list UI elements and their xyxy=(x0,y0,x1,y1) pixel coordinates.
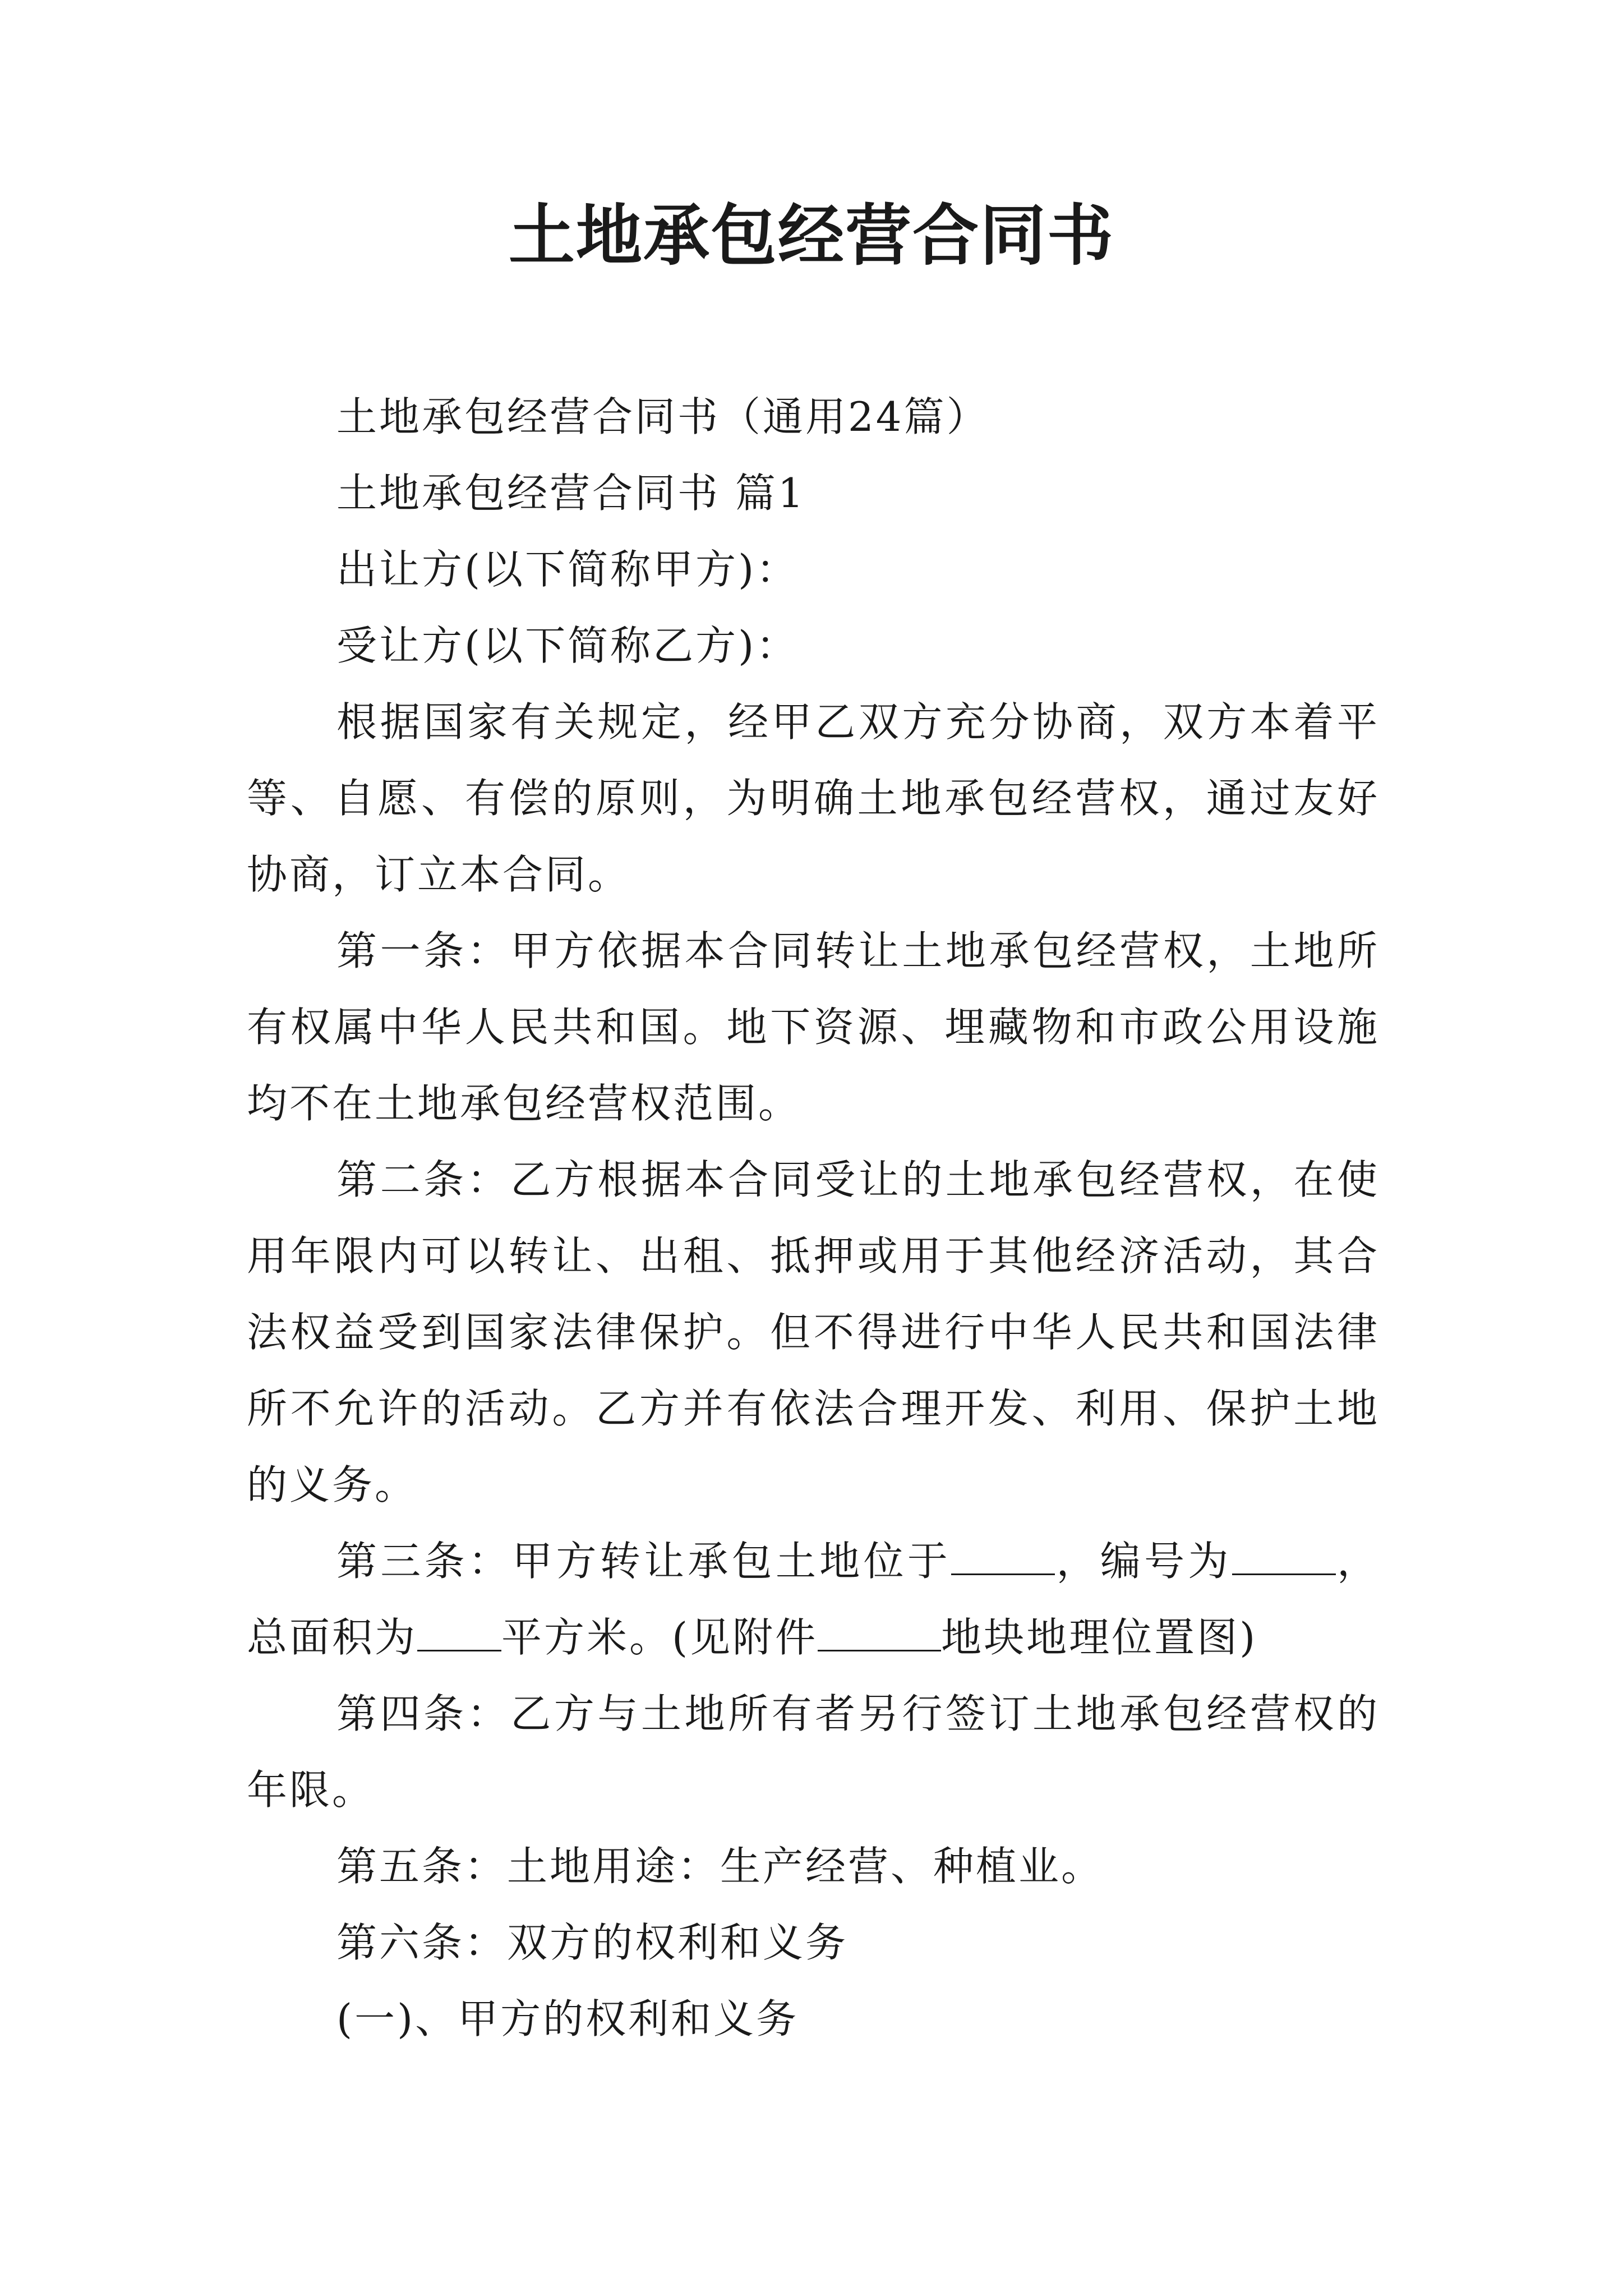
paragraph-article-6-sub-1: (一)、甲方的权利和义务 xyxy=(336,1995,799,2042)
paragraph-party-a: 出让方(以下简称甲方)： xyxy=(336,546,799,593)
paragraph-article-1: 第一条：甲方依据本合同转让土地承包经营权，土地所有权属中华人民共和国。地下资源、埋藏物和市政公用设施均不在土地承包经营权范围。 xyxy=(247,927,1380,1127)
document-body xyxy=(247,379,1380,2057)
location-blank xyxy=(951,1540,1055,1575)
number-blank xyxy=(1232,1540,1336,1575)
article-3-text-c: ，总面积为 xyxy=(247,1538,1380,1661)
paragraph-subtitle: 土地承包经营合同书（通用24篇） xyxy=(336,393,989,440)
paragraph-party-b: 受让方(以下简称乙方)： xyxy=(336,622,799,669)
article-3-text-b: ，编号为 xyxy=(1055,1538,1232,1585)
paragraph-article-6: 第六条：双方的权利和义务 xyxy=(336,1919,849,1966)
paragraph-article-3 xyxy=(247,1523,1380,1676)
paragraph-article-2: 第二条：乙方根据本合同受让的土地承包经营权，在使用年限内可以转让、出租、抵押或用于其他经济活动，其合法权益受到国家法律保护。但不得进行中华人民共和国法律所不允许的活动。乙方并有依法合理开发、利用、保护土地的义务。 xyxy=(247,1156,1380,1508)
document-title: 土地承包经营合同书 xyxy=(508,196,1114,274)
paragraph-article-4: 第四条：乙方与土地所有者另行签订土地承包经营权的年限。 xyxy=(247,1690,1380,1814)
paragraph-section-heading: 土地承包经营合同书 篇1 xyxy=(336,470,806,517)
attachment-blank xyxy=(818,1616,941,1651)
paragraph-preamble: 根据国家有关规定，经甲乙双方充分协商，双方本着平等、自愿、有偿的原则，为明确土地承包经营权，通过友好协商，订立本合同。 xyxy=(247,698,1380,898)
area-blank xyxy=(417,1616,501,1651)
article-3-text-a: 第三条：甲方转让承包土地位于 xyxy=(336,1538,952,1585)
article-3-text-e: 地块地理位置图) xyxy=(941,1614,1258,1661)
article-3-text-d: 平方米。(见附件 xyxy=(501,1614,818,1661)
paragraph-article-5: 第五条：土地用途：生产经营、种植业。 xyxy=(336,1843,1104,1890)
